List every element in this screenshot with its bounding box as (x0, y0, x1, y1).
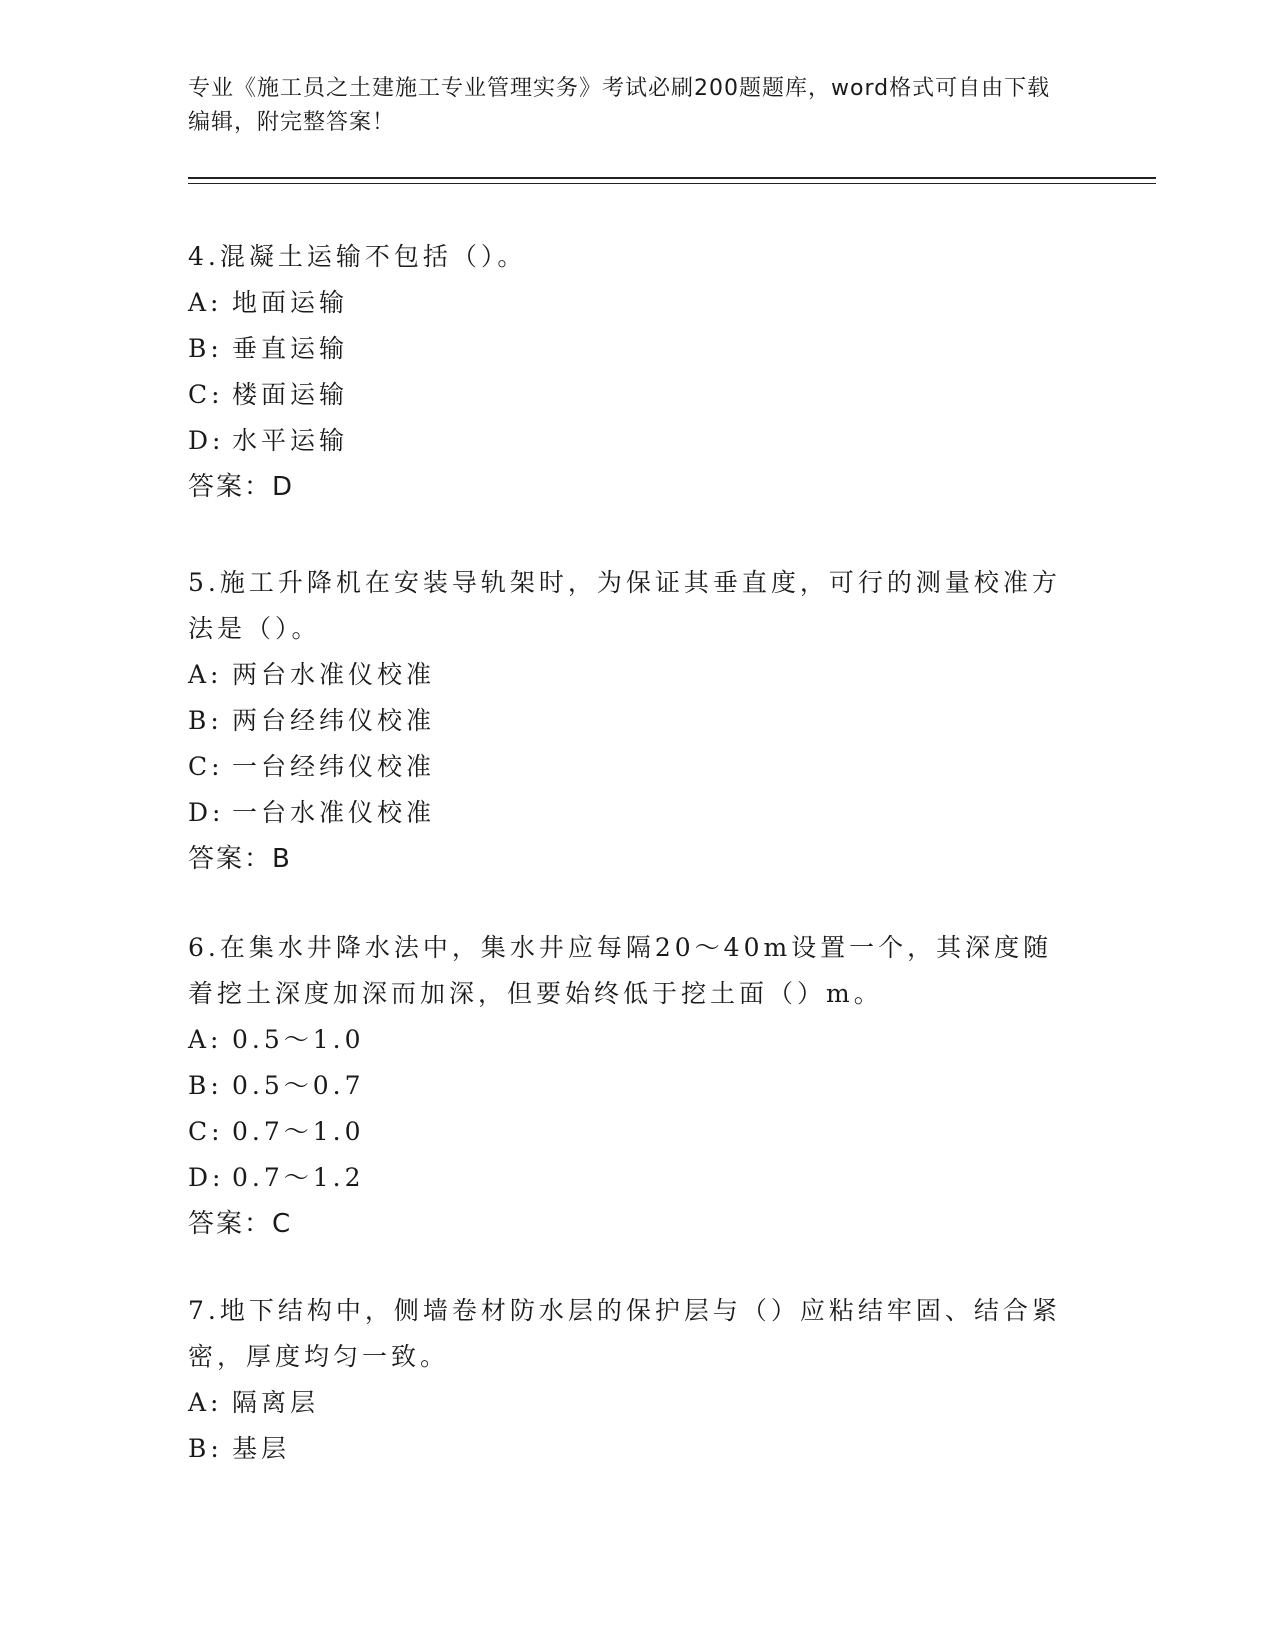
option-b (188, 698, 1068, 744)
question-7 (188, 1288, 1068, 1472)
option-text: 0.7～1.2 (232, 1163, 365, 1192)
option-letter: A: (188, 1388, 223, 1417)
option-letter: C: (188, 380, 224, 409)
option-letter: B: (188, 706, 223, 735)
option-d (188, 790, 1068, 836)
option-a (188, 280, 1068, 326)
question-stem: 7.地下结构中，侧墙卷材防水层的保护层与（）应粘结牢固、结合紧密，厚度均匀一致。 (188, 1296, 1061, 1371)
option-letter: B: (188, 334, 223, 363)
option-letter: B: (188, 1071, 223, 1100)
option-text: 水平运输 (232, 426, 349, 455)
header-divider-thin (188, 183, 1156, 184)
option-letter: A: (188, 1025, 223, 1054)
option-b (188, 326, 1068, 372)
question-stem: 5.施工升降机在安装导轨架时，为保证其垂直度，可行的测量校准方法是（）。 (188, 568, 1061, 643)
option-d (188, 418, 1068, 464)
option-letter: D: (188, 1163, 225, 1192)
option-text: 一台经纬仪校准 (232, 752, 436, 781)
option-letter: A: (188, 660, 223, 689)
option-b (188, 1426, 1068, 1472)
option-text: 0.7～1.0 (232, 1117, 365, 1146)
option-letter: D: (188, 426, 225, 455)
option-text: 楼面运输 (232, 380, 349, 409)
question-stem: 6.在集水井降水法中，集水井应每隔20～40m设置一个，其深度随着挖土深度加深而加深，但要始终低于挖土面（）m。 (188, 933, 1053, 1008)
option-text: 基层 (232, 1434, 291, 1463)
option-letter: C: (188, 752, 224, 781)
option-c (188, 1109, 1068, 1155)
option-letter: C: (188, 1117, 224, 1146)
option-letter: A: (188, 288, 223, 317)
option-text: 两台水准仪校准 (232, 660, 436, 689)
header-divider (188, 177, 1156, 179)
option-text: 0.5～0.7 (232, 1071, 365, 1100)
option-text: 一台水准仪校准 (232, 798, 436, 827)
option-a (188, 1380, 1068, 1426)
document-header: 专业《施工员之土建施工专业管理实务》考试必刷200题题库，word格式可自由下载编辑，附完整答案！ (188, 76, 1051, 135)
option-text: 地面运输 (232, 288, 349, 317)
question-4 (188, 234, 1068, 510)
option-text: 0.5～1.0 (232, 1025, 365, 1054)
option-d (188, 1155, 1068, 1201)
question-6 (188, 925, 1068, 1247)
option-letter: B: (188, 1434, 223, 1463)
option-text: 垂直运输 (232, 334, 349, 363)
question-5 (188, 560, 1068, 882)
answer: 答案：D (188, 472, 295, 502)
option-letter: D: (188, 798, 225, 827)
option-a (188, 1017, 1068, 1063)
option-b (188, 1063, 1068, 1109)
option-text: 两台经纬仪校准 (232, 706, 436, 735)
option-a (188, 652, 1068, 698)
option-text: 隔离层 (232, 1388, 320, 1417)
answer: 答案：C (188, 1209, 293, 1239)
option-c (188, 372, 1068, 418)
answer: 答案：B (188, 844, 292, 874)
option-c (188, 744, 1068, 790)
question-stem: 4.混凝土运输不包括（）。 (188, 242, 527, 271)
